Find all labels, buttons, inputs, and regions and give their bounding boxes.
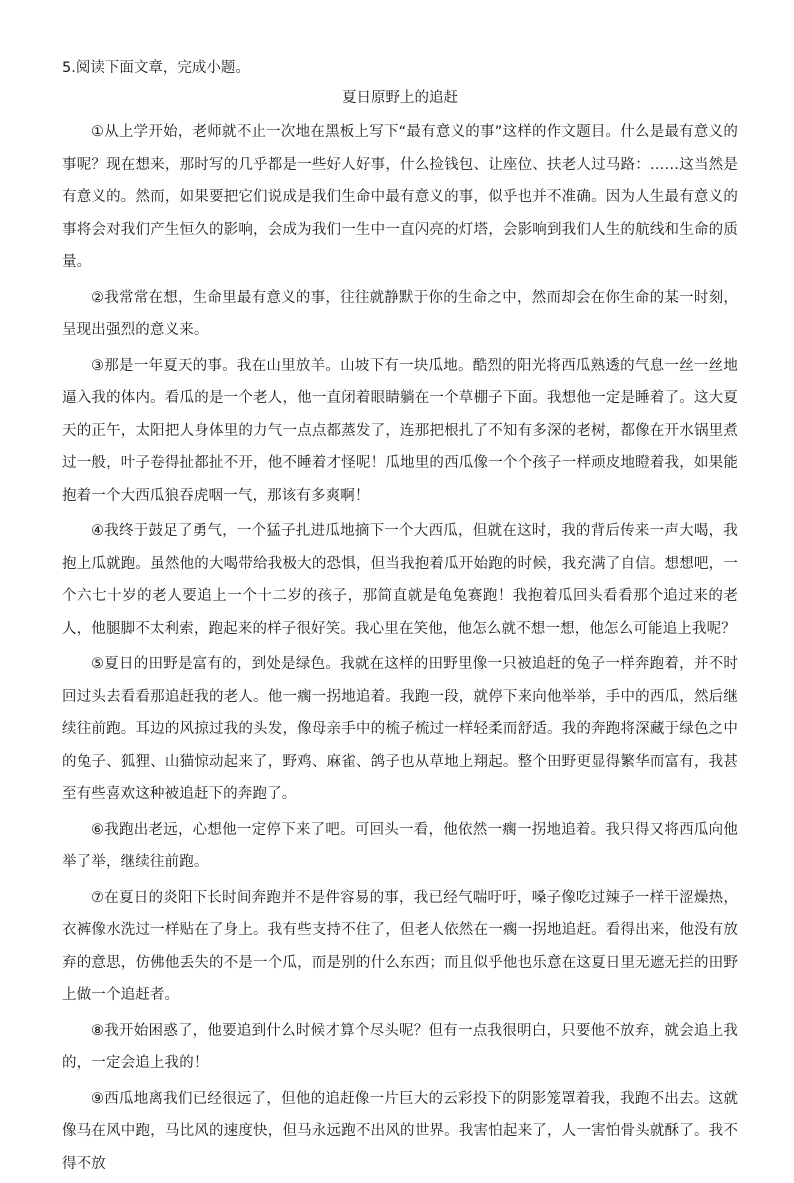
paragraph-3: ③那是一年夏天的事。我在山里放羊。山坡下有一块瓜地。酷烈的阳光将西瓜熟透的气息一丝一丝地逼入我的体内。看瓜的是一个老人，他一直闭着眼睛躺在一个草棚子下面。我想他一定是睡着了。这大夏天的正午，太阳把人身体里的力气一点点都蒸发了，连那把根扎了不知有多深的老树，都像在开水锅里煮过一般，叶子卷得扯都扯不开，他不睡着才怪呢！瓜地里的西瓜像一个个孩子一样顽皮地瞪着我，如果能抱着一个大西瓜狼吞虎咽一气，那该有多爽啊！	[62, 357, 738, 504]
article-title: 夏日原野上的追赶	[342, 90, 458, 106]
paragraph-2: ②我常常在想，生命里最有意义的事，往往就静默于你的生命之中，然而却会在你生命的某一时刻，呈现出强烈的意义来。	[62, 289, 738, 338]
paragraph-6: ⑥我跑出老远，心想他一定停下来了吧。可回头一看，他依然一瘸一拐地追着。我只得又将西瓜向他举了举，继续往前跑。	[62, 821, 738, 870]
question-prompt: 5.阅读下面文章，完成小题。	[62, 60, 250, 76]
paragraph-4: ④我终于鼓足了勇气，一个猛子扎进瓜地摘下一个大西瓜，但就在这时，我的背后传来一声大喝，我抱上瓜就跑。虽然他的大喝带给我极大的恐惧，但当我抱着瓜开始跑的时候，我充满了自信。想想吧，一个六七十岁的老人要追上一个十二岁的孩子，那简直就是龟兔赛跑！我抱着瓜回头看看那个追过来的老人，他腿脚不太利索，跑起来的样子很好笑。我心里在笑他，他怎么就不想一想，他怎么可能追上我呢？	[62, 523, 738, 637]
document-page	[62, 56, 738, 1183]
paragraph-8: ⑧我开始困惑了，他要追到什么时候才算个尽头呢？但有一点我很明白，只要他不放弃，就会追上我的，一定会追上我的！	[62, 1022, 738, 1071]
paragraph-5: ⑤夏日的田野是富有的，到处是绿色。我就在这样的田野里像一只被追赶的兔子一样奔跑着，并不时回过头去看看那追赶我的老人。他一瘸一拐地追着。我跑一段，就停下来向他举举，手中的西瓜，然后继续往前跑。耳边的风掠过我的头发，像母亲手中的梳子梳过一样轻柔而舒适。我的奔跑将深藏于绿色之中的兔子、狐狸、山猫惊动起来了，野鸡、麻雀、鸽子也从草地上翔起。整个田野更显得繁华而富有，我甚至有些喜欢这种被追赶下的奔跑了。	[62, 656, 738, 802]
paragraph-7: ⑦在夏日的炎阳下长时间奔跑并不是件容易的事，我已经气喘吁吁，嗓子像吃过辣子一样干涩燥热，衣裤像水洗过一样贴在了身上。我有些支持不住了，但老人依然在一瘸一拐地追赶。看得出来，他没有放弃的意思，仿佛他丢失的不是一个瓜，而是别的什么东西；而且似乎他也乐意在这夏日里无遮无拦的田野上做一个追赶者。	[62, 889, 738, 1003]
paragraph-1: ①从上学开始，老师就不止一次地在黑板上写下“最有意义的事”这样的作文题目。什么是最有意义的事呢？现在想来，那时写的几乎都是一些好人好事，什么捡钱包、让座位、扶老人过马路：……这当然是有意义的。然而，如果要把它们说成是我们生命中最有意义的事，似乎也并不准确。因为人生最有意义的事将会对我们产生恒久的影响，会成为我们一生中一直闪亮的灯塔，会影响到我们人生的航线和生命的质量。	[62, 124, 738, 270]
paragraph-9: ⑨西瓜地离我们已经很远了，但他的追赶像一片巨大的云彩投下的阴影笼罩着我，我跑不出去。这就像马在风中跑，马比风的速度快，但马永远跑不出风的世界。我害怕起来了，人一害怕骨头就酥了。我不得不放	[62, 1090, 738, 1172]
